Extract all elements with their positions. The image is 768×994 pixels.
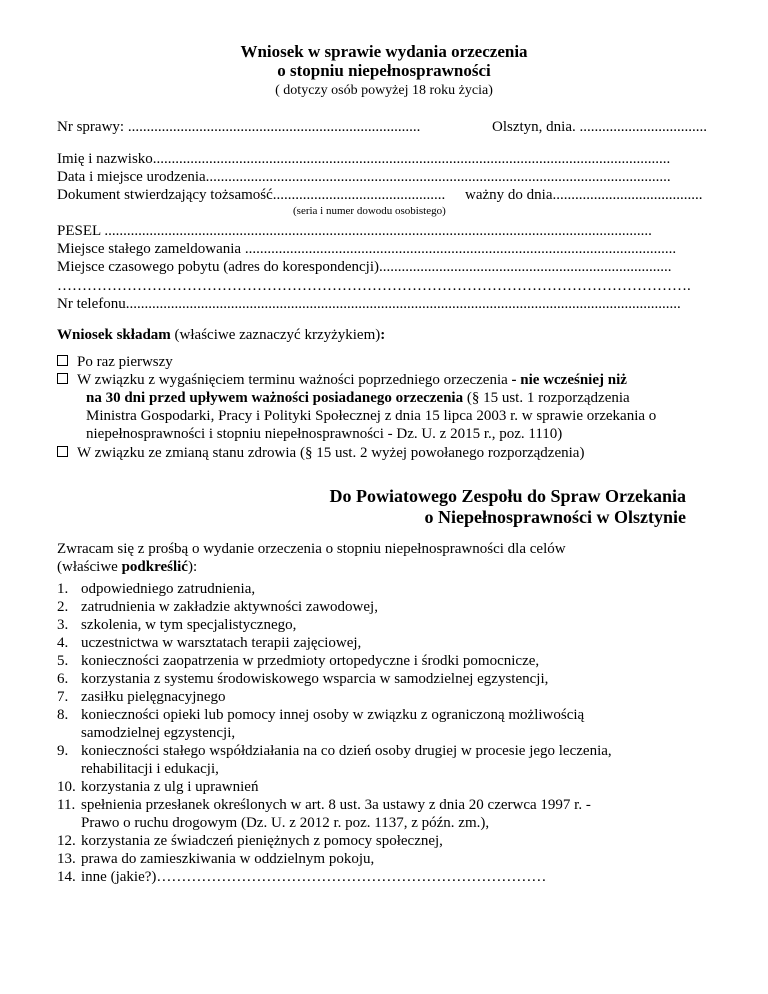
purpose-number: 1. — [57, 581, 69, 597]
purpose-item[interactable] — [57, 580, 612, 598]
option-expiry-line3: Ministra Gospodarki, Pracy i Polityki Społecznej z dnia 15 lipca 2003 r. w sprawie orzekania o — [86, 408, 657, 424]
checkbox-icon[interactable] — [57, 355, 68, 366]
purpose-number: 7. — [57, 689, 69, 705]
purpose-item-other[interactable] — [57, 868, 612, 886]
request-text-line2 — [57, 558, 197, 576]
purpose-item[interactable] — [57, 778, 612, 796]
purpose-text: uczestnictwa w warsztatach terapii zajęciowej, — [81, 635, 362, 651]
option-expiry-line4: niepełnosprawności i stopniu niepełnosprawności - Dz. U. z 2015 r., poz. 1110) — [86, 426, 563, 442]
purpose-text: konieczności stałego współdziałania na co dzień osoby drugiej w procesie jego leczenia, — [81, 743, 612, 759]
purpose-number: 9. — [57, 743, 69, 759]
option-expiry-line2 — [86, 389, 630, 407]
request-text-a: (właściwe — [57, 559, 122, 575]
purpose-number: 6. — [57, 671, 69, 687]
purpose-text: konieczności zaopatrzenia w przedmioty ortopedyczne i środki pomocnicze, — [81, 653, 540, 669]
purpose-item[interactable] — [57, 832, 612, 850]
address-continuation-field[interactable]: ………………………………………………………………………………………………………………. — [57, 278, 691, 294]
purpose-item[interactable] — [57, 670, 612, 688]
purpose-list — [57, 580, 612, 886]
purpose-text: rehabilitacji i edukacji, — [81, 761, 219, 777]
purpose-item-continued — [57, 724, 612, 742]
submit-reason-colon: : — [380, 327, 386, 343]
request-text-b: podkreślić — [121, 559, 188, 575]
purpose-text: spełnienia przesłanek określonych w art. 8 ust. 3a ustawy z dnia 20 czerwca 1997 r. - — [81, 797, 591, 813]
option-expiry-label-d: (§ 15 ust. 1 rozporządzenia — [463, 390, 630, 406]
purpose-number: 5. — [57, 653, 69, 669]
purpose-item[interactable] — [57, 634, 612, 652]
id-document-hint: (seria i numer dowodu osobistego) — [293, 205, 446, 217]
request-text-line1: Zwracam się z prośbą o wydanie orzeczenia o stopniu niepełnosprawności dla celów — [57, 541, 566, 557]
purpose-number: 13. — [57, 851, 76, 867]
purpose-number: 4. — [57, 635, 69, 651]
purpose-number: 14. — [57, 869, 76, 885]
purpose-text: szkolenia, w tym specjalistycznego, — [81, 617, 297, 633]
purpose-text: odpowiedniego zatrudnienia, — [81, 581, 256, 597]
checkbox-icon[interactable] — [57, 446, 68, 457]
purpose-number: 2. — [57, 599, 69, 615]
submit-reason-label — [57, 326, 385, 344]
purpose-item[interactable] — [57, 652, 612, 670]
option-expiry-label-b: - nie wcześniej niż — [511, 372, 627, 388]
submit-reason-label-bold: Wniosek składam — [57, 327, 171, 343]
city-date-field[interactable]: Olsztyn, dnia. .................................. — [492, 119, 707, 135]
option-first-time[interactable] — [57, 353, 173, 371]
option-first-time-label: Po raz pierwszy — [77, 354, 173, 370]
purpose-number: 12. — [57, 833, 76, 849]
purpose-text: korzystania z ulg i uprawnień — [81, 779, 259, 795]
purpose-text: inne (jakie?)…………………………………………………………………… — [81, 869, 547, 885]
form-title-line1: Wniosek w sprawie wydania orzeczenia — [240, 42, 528, 61]
id-document-field[interactable]: Dokument stwierdzający tożsamość.............................................. — [57, 187, 446, 203]
purpose-item[interactable] — [57, 796, 612, 814]
residence-field[interactable]: Miejsce stałego zameldowania ................................................................................................................... — [57, 241, 677, 257]
purpose-text: zasiłku pielęgnacyjnego — [81, 689, 226, 705]
purpose-item-continued — [57, 760, 612, 778]
birth-field[interactable]: Data i miejsce urodzenia............................................................................................................................ — [57, 169, 671, 185]
purpose-number: 8. — [57, 707, 69, 723]
addressee-line1: Do Powiatowego Zespołu do Spraw Orzekania — [329, 486, 686, 506]
purpose-item[interactable] — [57, 598, 612, 616]
purpose-text: korzystania ze świadczeń pieniężnych z pomocy społecznej, — [81, 833, 443, 849]
name-field[interactable]: Imię i nazwisko.......................................................................................................................................... — [57, 151, 671, 167]
checkbox-icon[interactable] — [57, 373, 68, 384]
option-expiry-label-a: W związku z wygaśnięciem terminu ważności poprzedniego orzeczenia — [77, 372, 512, 388]
purpose-item-continued — [57, 814, 612, 832]
purpose-text: konieczności opieki lub pomocy innej osoby w związku z ograniczoną możliwością — [81, 707, 585, 723]
case-number-field[interactable]: Nr sprawy: .............................................................................. — [57, 119, 421, 135]
option-expiry-label-c: na 30 dni przed upływem ważności posiadanego orzeczenia — [86, 390, 464, 406]
purpose-number: 11. — [57, 797, 76, 813]
option-health-change-label: W związku ze zmianą stanu zdrowia (§ 15 ust. 2 wyżej powołanego rozporządzenia) — [77, 445, 585, 461]
addressee-line2: o Niepełnosprawności w Olsztynie — [424, 507, 686, 527]
purpose-text: Prawo o ruchu drogowym (Dz. U. z 2012 r. poz. 1137, z późn. zm.), — [81, 815, 490, 831]
id-valid-until-field[interactable]: ważny do dnia........................................ — [465, 187, 703, 203]
option-health-change[interactable] — [57, 444, 584, 462]
purpose-item[interactable] — [57, 850, 612, 868]
pesel-field[interactable]: PESEL .................................................................................................................................................. — [57, 223, 652, 239]
purpose-item[interactable] — [57, 706, 612, 724]
form-title-line2: o stopniu niepełnosprawności — [277, 61, 491, 80]
temp-address-field[interactable]: Miejsce czasowego pobytu (adres do korespondencji).............................................................................. — [57, 259, 672, 275]
request-text-c: ): — [187, 559, 198, 575]
form-subtitle: ( dotyczy osób powyżej 18 roku życia) — [275, 83, 493, 98]
submit-reason-label-rest: (właściwe zaznaczyć krzyżykiem) — [170, 327, 381, 343]
phone-field[interactable]: Nr telefonu.................................................................................................................................................... — [57, 296, 681, 312]
purpose-text: korzystania z systemu środowiskowego wsparcia w samodzielnej egzystencji, — [81, 671, 549, 687]
purpose-item[interactable] — [57, 742, 612, 760]
purpose-text: zatrudnienia w zakładzie aktywności zawodowej, — [81, 599, 378, 615]
purpose-item[interactable] — [57, 616, 612, 634]
purpose-item[interactable] — [57, 688, 612, 706]
option-expiry[interactable] — [57, 371, 627, 389]
purpose-text: samodzielnej egzystencji, — [81, 725, 236, 741]
purpose-number: 3. — [57, 617, 69, 633]
purpose-number: 10. — [57, 779, 76, 795]
purpose-text: prawa do zamieszkiwania w oddzielnym pokoju, — [81, 851, 375, 867]
